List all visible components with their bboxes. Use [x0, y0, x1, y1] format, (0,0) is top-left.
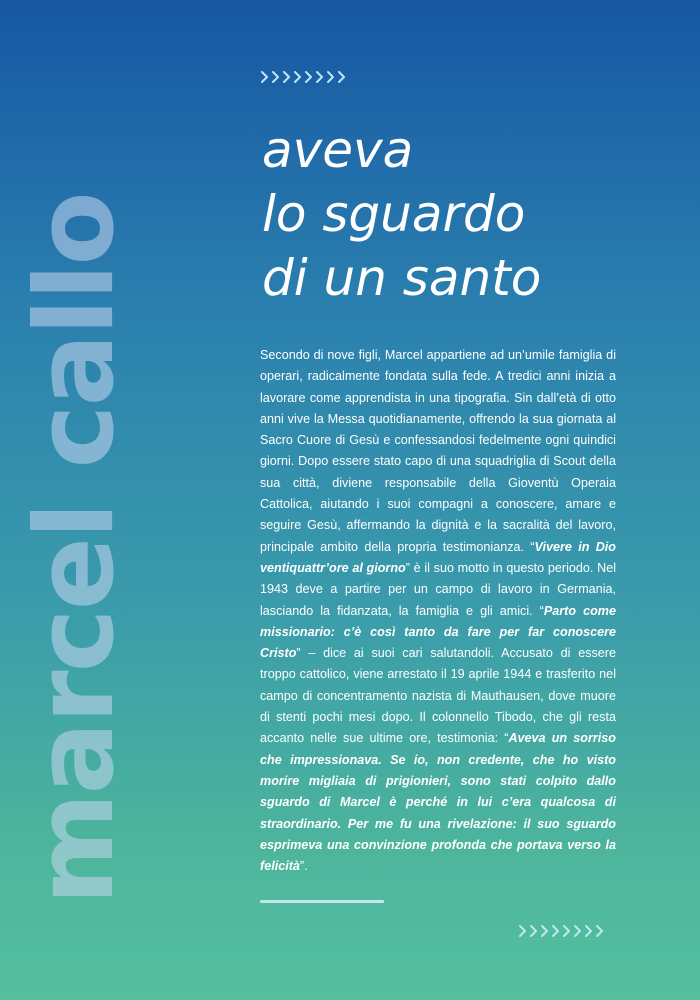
headline [262, 118, 541, 310]
headline-line-1: aveva [262, 121, 414, 179]
headline-line-3: di un santo [262, 249, 542, 307]
body-text [260, 345, 616, 877]
chevron-right-icon [595, 924, 605, 938]
chevron-right-icon [326, 70, 336, 84]
chevron-right-icon [282, 70, 292, 84]
chevron-right-icon [562, 924, 572, 938]
body-segment-4: ”. [299, 859, 308, 874]
chevron-right-icon [271, 70, 281, 84]
body-segment-2: ” è il suo motto in questo periodo. Nel 1943 deve a partire per un campo di lavoro in Germania, lasciando la fidanzata, la famiglia e gli amici. “ [260, 560, 617, 618]
chevron-right-icon [518, 924, 528, 938]
chevron-right-icon [293, 70, 303, 84]
chevron-right-icon [551, 924, 561, 938]
chevron-right-icon [584, 924, 594, 938]
quote-2: Parto come missionario: c’è così tanto da fare per far conoscere Cristo [260, 603, 616, 661]
chevron-right-icon [573, 924, 583, 938]
chevron-right-icon [337, 70, 347, 84]
chevron-right-icon [304, 70, 314, 84]
headline-line-2: lo sguardo [262, 185, 526, 243]
bottom-chevrons [518, 924, 605, 938]
body-segment-1: Secondo di nove figli, Marcel appartiene ad un’umile famiglia di operari, radicalmente fondata sulla fede. A tredici anni inizia a lavorare come apprendista in una tipografia. Sin dall’età di otto anni vive la Messa quotidianamente, offrendo la sua giornata al Sacro Cuore di Gesù e confessandosi fedelmente ogni quindici giorni. Dopo essere stato capo di una squadriglia di Scout della sua città, diviene responsabile della Gioventù Operaia Cattolica, aiutando i suoi compagni a conoscere, amare e seguire Gesù, affermando la dignità e la sacralità del lavoro, principale ambito della propria testimonianza. “ [260, 348, 616, 554]
chevron-right-icon [315, 70, 325, 84]
quote-3: Aveva un sorriso che impressionava. Se io, non credente, che ho visto morire migliaia di prigionieri, sono stati colpito dallo sguardo di Marcel è perché in lui c’era qualcosa di straordinario. Per me fu una rivelazione: il suo sguardo esprimeva una convinzione profonda che portava verso la felicità [260, 731, 616, 874]
body-segment-3: ” – dice ai suoi cari salutandoli. Accusato di essere troppo cattolico, viene arrestato il 19 aprile 1944 e trasferito nel campo di concentramento nazista di Mauthausen, dove muore di stenti pochi mesi dopo. Il colonnello Tibodo, che gli resta accanto nelle sue ultime ore, testimonia: “ [260, 646, 616, 746]
top-chevrons [260, 70, 347, 84]
divider-line [260, 900, 384, 903]
vertical-name: marcel callo [13, 193, 138, 905]
chevron-right-icon [260, 70, 270, 84]
chevron-right-icon [540, 924, 550, 938]
chevron-right-icon [529, 924, 539, 938]
quote-1: Vivere in Dio ventiquattr’ore al giorno [260, 539, 616, 575]
body-paragraph [260, 345, 616, 877]
